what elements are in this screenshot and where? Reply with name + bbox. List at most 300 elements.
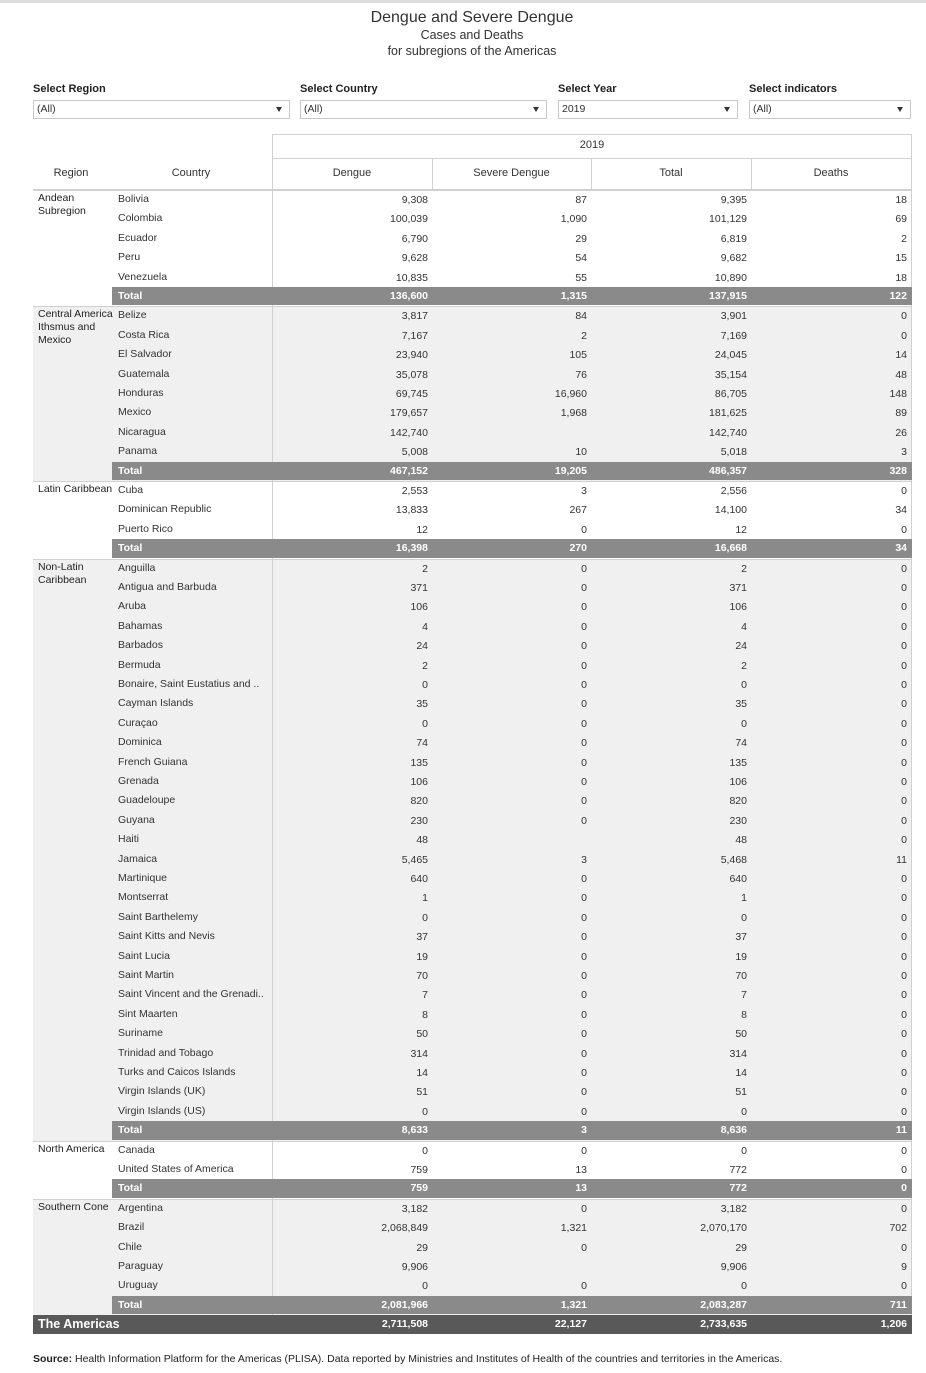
table-row [0, 617, 926, 636]
country-cell: Costa Rica [118, 328, 170, 341]
country-cell: Peru [118, 251, 141, 264]
value-cell: 3 [581, 485, 587, 497]
value-cell: 2 [581, 329, 587, 342]
value-cell: 0 [581, 1008, 587, 1021]
country-cell: Dominica [118, 736, 162, 749]
value-cell: 0 [901, 601, 907, 614]
region-label: Latin Caribbean [38, 483, 113, 495]
value-cell: 5,008 [401, 446, 428, 459]
value-cell: 0 [901, 310, 907, 323]
country-cell: Grenada [118, 775, 159, 787]
region-select-value: (All) [37, 103, 56, 115]
value-cell: 3,182 [720, 1202, 747, 1215]
value-cell: 48 [895, 368, 907, 381]
year-column-header: 2019 [579, 139, 605, 151]
value-cell: 89 [895, 407, 907, 420]
value-cell: 2,553 [401, 485, 428, 497]
total-value-cell: 2,083,287 [700, 1298, 747, 1311]
country-cell: Cuba [118, 484, 144, 496]
value-cell: 0 [901, 911, 907, 924]
country-cell: Canada [118, 1143, 155, 1156]
total-row [0, 539, 926, 558]
value-cell: 0 [741, 717, 747, 730]
country-cell: Saint Lucia [118, 949, 170, 962]
value-cell: 0 [581, 620, 587, 633]
page-subtitle-2: for subregions of the Americas [387, 44, 557, 58]
value-cell: 142,740 [390, 426, 428, 439]
value-cell: 14 [895, 349, 907, 362]
region-label: North America [38, 1142, 105, 1155]
country-cell: Honduras [118, 387, 164, 399]
value-cell: 0 [901, 1067, 907, 1079]
value-cell: 76 [575, 368, 587, 381]
total-value-cell: 328 [889, 464, 907, 477]
value-cell: 0 [901, 989, 907, 1002]
value-cell: 0 [901, 1028, 907, 1041]
table-row [0, 869, 926, 888]
table-row [0, 1238, 926, 1257]
value-cell: 3,901 [720, 310, 747, 323]
total-value-cell: 19,205 [554, 464, 587, 477]
table-row [0, 229, 926, 248]
table-row [0, 1160, 926, 1179]
value-cell: 0 [901, 1105, 907, 1118]
grand-total-label: The Americas [38, 1317, 120, 1332]
year-filter-label: Select Year [558, 83, 617, 95]
value-cell: 24 [735, 640, 747, 653]
value-cell: 14 [416, 1067, 428, 1079]
country-cell: Brazil [118, 1221, 145, 1234]
country-cell: Saint Barthelemy [118, 910, 198, 923]
value-cell: 0 [901, 485, 907, 497]
value-cell: 0 [422, 717, 428, 730]
value-cell: 18 [895, 194, 907, 206]
value-cell: 0 [741, 1280, 747, 1293]
value-cell: 37 [416, 931, 428, 944]
total-value-cell: 0 [901, 1182, 907, 1195]
value-cell: 13,833 [395, 504, 428, 517]
country-cell: Cayman Islands [118, 697, 194, 710]
country-cell: Saint Martin [118, 969, 175, 981]
value-cell: 0 [581, 679, 587, 691]
value-cell: 0 [741, 1105, 747, 1118]
total-value-cell: 16,398 [395, 542, 428, 555]
total-value-cell: 467,152 [390, 464, 428, 477]
value-cell: 7 [422, 989, 428, 1002]
value-cell: 314 [729, 1047, 747, 1060]
value-cell: 148 [889, 388, 907, 400]
value-cell: 0 [901, 1144, 907, 1157]
value-cell: 10,890 [714, 271, 747, 284]
value-cell: 0 [901, 659, 907, 672]
value-cell: 24,045 [714, 349, 747, 362]
value-cell: 0 [901, 329, 907, 342]
country-cell: Belize [118, 309, 147, 322]
value-cell: 26 [895, 426, 907, 439]
page-subtitle-1: Cases and Deaths [420, 28, 524, 42]
table-row [0, 384, 926, 403]
value-cell: 0 [422, 911, 428, 924]
value-cell: 9,906 [720, 1261, 747, 1273]
value-cell: 9,682 [720, 252, 747, 265]
total-value-cell: 16,668 [714, 542, 747, 555]
value-cell: 772 [729, 1164, 747, 1176]
table-row [0, 1199, 926, 1218]
region-label: Central America Ithsmus and Mexico [38, 308, 113, 347]
severe-dengue-column-header: Severe Dengue [473, 167, 550, 179]
country-column-header: Country [171, 167, 211, 179]
value-cell: 10,835 [395, 271, 428, 284]
value-cell: 105 [569, 349, 587, 362]
total-value-cell: 486,357 [709, 464, 747, 477]
value-cell: 0 [901, 620, 907, 633]
value-cell: 23,940 [395, 349, 428, 362]
value-cell: 29 [575, 232, 587, 245]
table-row [0, 1276, 926, 1295]
value-cell: 0 [581, 1144, 587, 1157]
country-cell: Saint Kitts and Nevis [118, 930, 215, 943]
country-cell: Antigua and Barbuda [118, 581, 217, 593]
value-cell: 15 [895, 252, 907, 265]
country-cell: Venezuela [118, 270, 168, 283]
value-cell: 0 [901, 756, 907, 769]
total-value-cell: 122 [889, 290, 907, 302]
value-cell: 0 [901, 640, 907, 653]
table-row [0, 190, 926, 209]
value-cell: 14,100 [714, 504, 747, 517]
value-cell: 9,308 [401, 194, 428, 206]
value-cell: 0 [422, 1144, 428, 1157]
country-cell: Trinidad and Tobago [118, 1046, 214, 1059]
table-row [0, 694, 926, 713]
value-cell: 0 [581, 892, 587, 905]
table-row [0, 1218, 926, 1237]
value-cell: 135 [729, 756, 747, 769]
country-select-value: (All) [304, 103, 323, 115]
value-cell: 0 [581, 1028, 587, 1041]
country-cell: El Salvador [118, 348, 172, 361]
table-row [0, 675, 926, 694]
value-cell: 4 [422, 620, 428, 633]
total-label: Total [118, 1182, 143, 1195]
value-cell: 86,705 [714, 388, 747, 400]
value-cell: 9,395 [720, 194, 747, 206]
value-cell: 0 [422, 1280, 428, 1293]
value-cell: 2 [901, 232, 907, 245]
value-cell: 2 [741, 562, 747, 575]
value-cell: 0 [581, 1280, 587, 1293]
total-label: Total [118, 464, 143, 477]
total-value-cell: 1,321 [560, 1298, 587, 1311]
value-cell: 37 [735, 931, 747, 944]
value-cell: 70 [416, 970, 428, 982]
value-cell: 69,745 [395, 388, 428, 400]
country-cell: Paraguay [118, 1260, 163, 1272]
value-cell: 0 [581, 970, 587, 982]
region-column-header: Region [53, 167, 89, 179]
table-row [0, 1063, 926, 1082]
total-value-cell: 759 [410, 1182, 428, 1195]
value-cell: 35 [416, 698, 428, 711]
table-row [0, 326, 926, 345]
value-cell: 0 [901, 1241, 907, 1254]
value-cell: 2,070,170 [700, 1222, 747, 1235]
value-cell: 8 [741, 1008, 747, 1021]
country-cell: French Guiana [118, 755, 188, 768]
value-cell: 1,090 [560, 213, 587, 226]
total-value-cell: 270 [569, 542, 587, 555]
country-cell: Barbados [118, 639, 163, 652]
value-cell: 12 [416, 523, 428, 536]
region-label: Southern Cone [38, 1200, 109, 1213]
value-cell: 0 [901, 582, 907, 594]
country-cell: Saint Vincent and the Grenadi.. [118, 988, 264, 1001]
country-cell: Dominican Republic [118, 503, 212, 516]
source-note [33, 1353, 782, 1365]
value-cell: 0 [581, 562, 587, 575]
value-cell: 1,321 [560, 1222, 587, 1235]
table-row [0, 656, 926, 675]
country-cell: Chile [118, 1240, 142, 1253]
value-cell: 0 [581, 601, 587, 614]
value-cell: 267 [569, 504, 587, 517]
country-cell: Curaçao [118, 716, 158, 729]
value-cell: 0 [901, 931, 907, 944]
value-cell: 5,018 [720, 446, 747, 459]
value-cell: 230 [410, 814, 428, 827]
table-row [0, 345, 926, 364]
table-row [0, 1005, 926, 1024]
value-cell: 29 [416, 1241, 428, 1254]
deaths-column-header: Deaths [813, 167, 849, 179]
table-row [0, 500, 926, 519]
total-row [0, 1179, 926, 1198]
country-cell: Turks and Caicos Islands [118, 1066, 236, 1078]
table-row [0, 1024, 926, 1043]
country-cell: Virgin Islands (US) [118, 1104, 206, 1117]
country-filter-label: Select Country [300, 83, 378, 95]
value-cell: 0 [581, 756, 587, 769]
total-label: Total [118, 542, 143, 555]
value-cell: 3,182 [401, 1202, 428, 1215]
value-cell: 2 [741, 659, 747, 672]
value-cell: 230 [729, 814, 747, 827]
value-cell: 87 [575, 194, 587, 206]
value-cell: 0 [581, 1105, 587, 1118]
value-cell: 0 [741, 679, 747, 691]
value-cell: 1,968 [560, 407, 587, 420]
total-label: Total [118, 1124, 143, 1137]
table-row [0, 268, 926, 287]
table-row [0, 365, 926, 384]
value-cell: 0 [901, 1164, 907, 1176]
value-cell: 8 [422, 1008, 428, 1021]
value-cell: 100,039 [390, 213, 428, 226]
total-value-cell: 2,081,966 [381, 1298, 428, 1311]
value-cell: 70 [735, 970, 747, 982]
table-row [0, 966, 926, 985]
value-cell: 759 [410, 1164, 428, 1176]
source-text: Health Information Platform for the Americas (PLISA). Data reported by Ministries and Institutes of Health of the countries and territories in the Americas. [72, 1353, 783, 1365]
value-cell: 84 [575, 310, 587, 323]
value-cell: 106 [410, 776, 428, 788]
total-value-cell: 772 [729, 1182, 747, 1195]
total-value-cell: 11 [895, 1124, 907, 1137]
value-cell: 0 [581, 1047, 587, 1060]
total-value-cell: 136,600 [390, 290, 428, 302]
region-label: Non-Latin Caribbean [38, 560, 87, 586]
value-cell: 0 [741, 1144, 747, 1157]
value-cell: 314 [410, 1047, 428, 1060]
value-cell: 0 [581, 523, 587, 536]
value-cell: 0 [901, 1280, 907, 1293]
value-cell: 5,468 [720, 853, 747, 866]
value-cell: 106 [410, 601, 428, 614]
country-cell: Guatemala [118, 367, 170, 380]
value-cell: 0 [901, 698, 907, 711]
value-cell: 1 [422, 892, 428, 905]
value-cell: 0 [581, 911, 587, 924]
value-cell: 50 [735, 1028, 747, 1041]
page-title: Dengue and Severe Dengue [370, 9, 574, 26]
country-cell: Ecuador [118, 231, 158, 244]
table-row [0, 1102, 926, 1121]
indicators-filter-label: Select indicators [749, 83, 838, 95]
value-cell: 10 [575, 446, 587, 459]
value-cell: 69 [895, 213, 907, 226]
value-cell: 0 [901, 795, 907, 808]
value-cell: 0 [581, 659, 587, 672]
value-cell: 181,625 [709, 407, 747, 420]
table-row [0, 209, 926, 228]
country-cell: Panama [118, 445, 158, 458]
value-cell: 16,960 [554, 388, 587, 400]
value-cell: 48 [416, 834, 428, 847]
value-cell: 3,817 [401, 310, 428, 323]
value-cell: 0 [901, 892, 907, 905]
dengue-column-header: Dengue [332, 167, 372, 179]
value-cell: 1 [741, 892, 747, 905]
country-cell: Guyana [118, 813, 155, 826]
grand-total-value: 1,206 [880, 1318, 907, 1331]
total-column-header: Total [659, 167, 683, 179]
value-cell: 371 [410, 582, 428, 594]
grand-total-row [0, 1315, 926, 1334]
value-cell: 0 [581, 737, 587, 750]
value-cell: 0 [581, 1241, 587, 1254]
total-value-cell: 137,915 [709, 290, 747, 302]
total-value-cell: 34 [895, 542, 907, 555]
table-row [0, 830, 926, 849]
value-cell: 0 [422, 679, 428, 691]
total-value-cell: 1,315 [560, 290, 587, 302]
total-value-cell: 8,633 [401, 1124, 428, 1137]
value-cell: 0 [581, 795, 587, 808]
table-row [0, 947, 926, 966]
total-label: Total [118, 290, 143, 302]
table-row [0, 888, 926, 907]
total-row [0, 287, 926, 306]
value-cell: 7,167 [401, 329, 428, 342]
value-cell: 0 [901, 717, 907, 730]
table-row [0, 1044, 926, 1063]
value-cell: 702 [889, 1222, 907, 1235]
value-cell: 9 [901, 1261, 907, 1273]
value-cell: 2 [422, 562, 428, 575]
country-cell: Colombia [118, 212, 163, 225]
table-row [0, 714, 926, 733]
table-row [0, 403, 926, 422]
table-row [0, 1082, 926, 1101]
value-cell: 640 [410, 873, 428, 885]
country-cell: Suriname [118, 1027, 163, 1040]
table-row [0, 442, 926, 461]
table-row [0, 520, 926, 539]
country-cell: Bonaire, Saint Eustatius and .. [118, 678, 260, 690]
value-cell: 0 [581, 640, 587, 653]
value-cell: 74 [735, 737, 747, 750]
value-cell: 35,154 [714, 368, 747, 381]
value-cell: 12 [735, 523, 747, 536]
table-row [0, 772, 926, 791]
country-cell: Montserrat [118, 891, 169, 904]
table-row [0, 559, 926, 578]
total-label: Total [118, 1298, 143, 1311]
country-cell: Sint Maarten [118, 1007, 178, 1020]
value-cell: 2,068,849 [381, 1222, 428, 1235]
value-cell: 0 [901, 776, 907, 788]
region-label: Andean Subregion [38, 192, 86, 217]
value-cell: 0 [901, 1202, 907, 1215]
country-cell: Nicaragua [118, 425, 166, 438]
table-row [0, 811, 926, 830]
country-cell: United States of America [118, 1163, 234, 1175]
value-cell: 0 [901, 737, 907, 750]
value-cell: 55 [575, 271, 587, 284]
value-cell: 101,129 [709, 213, 747, 226]
value-cell: 640 [729, 873, 747, 885]
value-cell: 135 [410, 756, 428, 769]
value-cell: 0 [901, 562, 907, 575]
value-cell: 35,078 [395, 368, 428, 381]
value-cell: 6,790 [401, 232, 428, 245]
value-cell: 0 [901, 873, 907, 885]
grand-total-value: 2,733,635 [700, 1318, 747, 1331]
source-label: Source: [33, 1353, 73, 1365]
value-cell: 0 [581, 873, 587, 885]
value-cell: 9,906 [401, 1261, 428, 1273]
grand-total-value: 2,711,508 [381, 1318, 428, 1331]
indicators-select-value: (All) [753, 103, 772, 115]
table-row [0, 1141, 926, 1160]
table-row [0, 908, 926, 927]
total-value-cell: 711 [890, 1298, 907, 1311]
value-cell: 106 [729, 776, 747, 788]
country-cell: Haiti [118, 833, 140, 846]
value-cell: 0 [581, 1086, 587, 1099]
value-cell: 51 [735, 1086, 747, 1099]
value-cell: 0 [581, 1202, 587, 1215]
value-cell: 0 [901, 523, 907, 536]
value-cell: 0 [581, 989, 587, 1002]
value-cell: 54 [575, 252, 587, 265]
country-cell: Anguilla [118, 561, 156, 574]
value-cell: 4 [741, 620, 747, 633]
value-cell: 0 [901, 1008, 907, 1021]
table-row [0, 791, 926, 810]
value-cell: 0 [581, 717, 587, 730]
value-cell: 142,740 [709, 426, 747, 439]
